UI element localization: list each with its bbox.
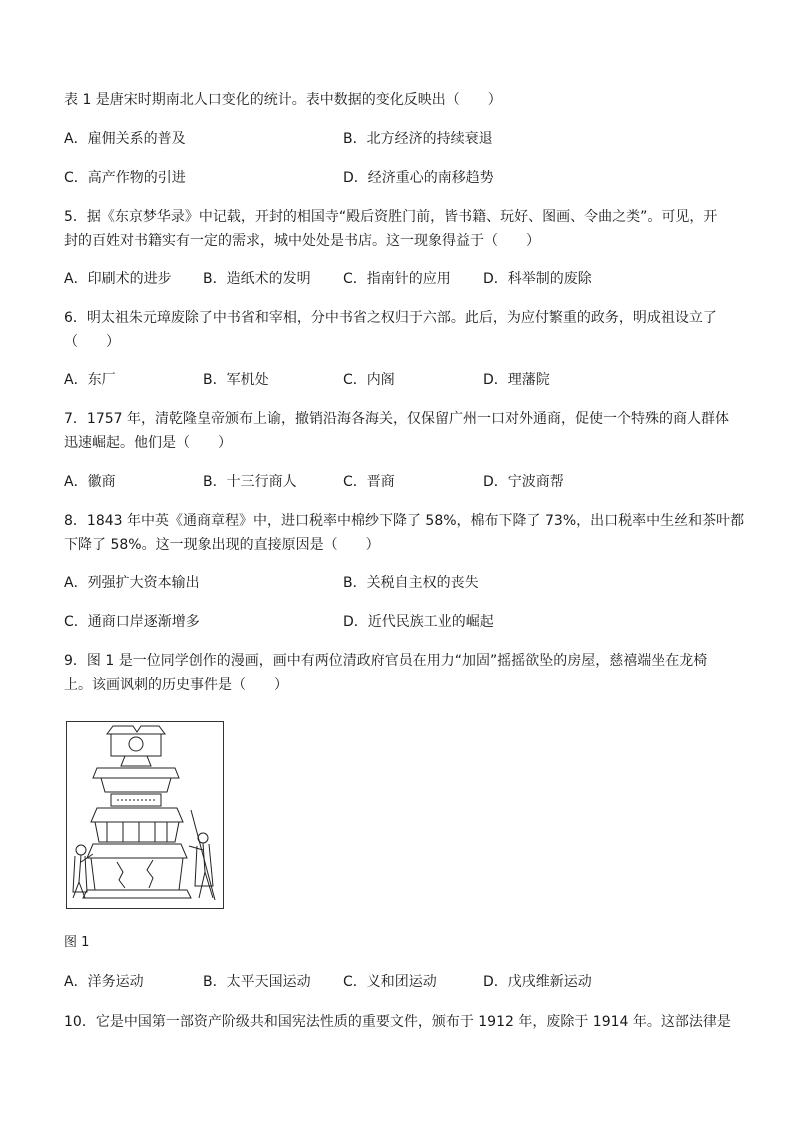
question-8-option-c[interactable]: C．通商口岸逐渐增多 <box>64 614 200 630</box>
question-9-option-c[interactable]: C．义和团运动 <box>343 974 437 990</box>
question-9-stem-line-1: 9．图 1 是一位同学创作的漫画，画中有两位清政府官员在用力“加固”摇摇欲坠的房屋，慈禧端坐在龙椅 <box>64 653 708 669</box>
question-7-option-c[interactable]: C．晋商 <box>343 474 395 490</box>
question-6-option-c[interactable]: C．内阁 <box>343 372 395 388</box>
question-9-stem-line-2: 上。该画讽刺的历史事件是（ ） <box>64 677 288 693</box>
question-5-option-d[interactable]: D．科举制的废除 <box>483 271 592 287</box>
question-7-stem-line-1: 7．1757 年，清乾隆皇帝颁布上谕，撤销沿海各海关，仅保留广州一口对外通商，促使一个特殊的商人群体 <box>64 411 729 427</box>
question-8-stem-line-1: 8．1843 年中英《通商章程》中，进口税率中棉纱下降了 58%，棉布下降了 73%，出口税率中生丝和茶叶都 <box>64 513 745 529</box>
question-7-option-a[interactable]: A．徽商 <box>64 474 116 490</box>
question-4-option-d[interactable]: D．经济重心的南移趋势 <box>343 170 494 186</box>
question-7-option-b[interactable]: B．十三行商人 <box>203 474 297 490</box>
question-10-stem-line-1: 10．它是中国第一部资产阶级共和国宪法性质的重要文件，颁布于 1912 年，废除于 1914 年。这部法律是 <box>64 1014 731 1030</box>
question-7-option-d[interactable]: D．宁波商帮 <box>483 474 564 490</box>
question-4-option-b[interactable]: B．北方经济的持续衰退 <box>343 131 493 147</box>
question-5-option-a[interactable]: A．印刷术的进步 <box>64 271 172 287</box>
question-4-option-c[interactable]: C．高产作物的引进 <box>64 170 186 186</box>
question-6-stem-line-1: 6．明太祖朱元璋废除了中书省和宰相，分中书省之权归于六部。此后，为应付繁重的政务，明成祖设立了 <box>64 310 717 326</box>
question-9-option-b[interactable]: B．太平天国运动 <box>203 974 311 990</box>
question-7-stem-line-2: 迅速崛起。他们是（ ） <box>64 435 232 451</box>
figure-caption: 图 1 <box>64 935 90 950</box>
question-4-option-a[interactable]: A．雇佣关系的普及 <box>64 131 186 147</box>
question-5-option-c[interactable]: C．指南针的应用 <box>343 271 451 287</box>
question-9-option-d[interactable]: D．戊戌维新运动 <box>483 974 592 990</box>
question-4-stem: 表 1 是唐宋时期南北人口变化的统计。表中数据的变化反映出（ ） <box>64 92 502 108</box>
cartoon-illustration <box>67 722 223 908</box>
question-6-option-b[interactable]: B．军机处 <box>203 372 269 388</box>
question-5-stem-line-1: 5．据《东京梦华录》中记载，开封的相国寺“殿后资胜门前，皆书籍、玩好、图画、令曲之类”。可见，开 <box>64 209 718 225</box>
question-5-stem-line-2: 封的百姓对书籍实有一定的需求，城中处处是书店。这一现象得益于（ ） <box>64 233 540 249</box>
question-8-option-a[interactable]: A．列强扩大资本输出 <box>64 575 200 591</box>
question-8-option-d[interactable]: D．近代民族工业的崛起 <box>343 614 494 630</box>
question-9-option-a[interactable]: A．洋务运动 <box>64 974 144 990</box>
question-8-option-b[interactable]: B．关税自主权的丧失 <box>343 575 479 591</box>
question-6-option-a[interactable]: A．东厂 <box>64 372 116 388</box>
question-6-option-d[interactable]: D．理藩院 <box>483 372 550 388</box>
question-5-option-b[interactable]: B．造纸术的发明 <box>203 271 311 287</box>
cartoon-figure <box>66 721 224 909</box>
question-6-stem-line-2: （ ） <box>64 334 120 350</box>
question-8-stem-line-2: 下降了 58%。这一现象出现的直接原因是（ ） <box>64 537 380 553</box>
